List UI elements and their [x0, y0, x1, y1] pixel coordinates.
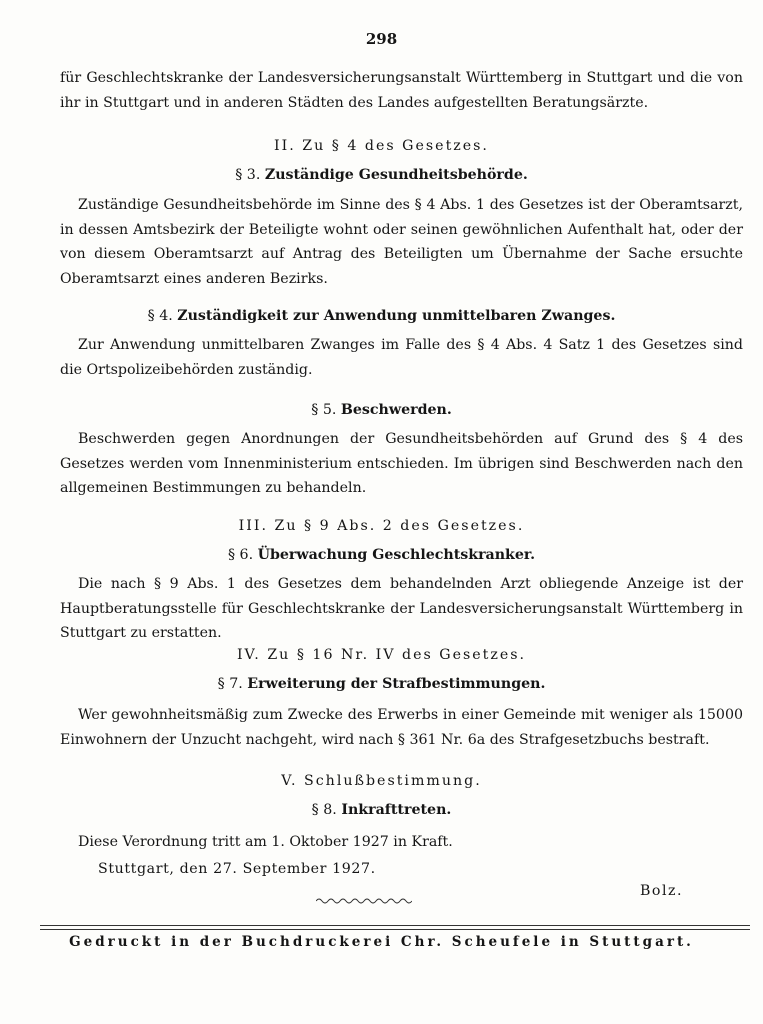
section-title: Zuständigkeit zur Anwendung unmittelbaren Zwanges.: [177, 308, 616, 324]
section-heading-6: [0, 545, 763, 565]
section-number: § 3.: [235, 167, 261, 183]
section-number: § 5.: [311, 402, 337, 418]
page-number: 298: [365, 30, 398, 48]
part-heading-iv: IV. Zu § 16 Nr. IV des Gesetzes.: [236, 647, 527, 663]
section-number: § 8.: [311, 802, 337, 818]
section-4-paragraph: Zur Anwendung unmittelbaren Zwanges im Falle des § 4 Abs. 4 Satz 1 des Gesetzes sind die Ortspolizeibehörden zuständig.: [60, 337, 743, 378]
section-heading-4: [0, 306, 763, 326]
section-8-paragraph: Diese Verordnung tritt am 1. Oktober 1927 in Kraft.: [78, 834, 453, 850]
section-heading-5: [0, 400, 763, 420]
footer-rule-top: [40, 925, 750, 926]
section-title: Beschwerden.: [340, 402, 452, 418]
part-heading-iii: III. Zu § 9 Abs. 2 des Gesetzes.: [238, 518, 525, 534]
ornament-squiggle: [316, 896, 412, 906]
section-title: Erweiterung der Strafbestimmungen.: [247, 676, 546, 692]
footer-rule-bottom: [40, 929, 750, 930]
section-number: § 7.: [217, 676, 243, 692]
printer-imprint: Gedruckt in der Buchdruckerei Chr. Scheufele in Stuttgart.: [69, 934, 694, 950]
part-heading-v: V. Schlußbestimmung.: [281, 773, 482, 789]
section-title: Inkrafttreten.: [341, 802, 452, 818]
section-number: § 4.: [147, 308, 173, 324]
section-6-paragraph: Die nach § 9 Abs. 1 des Gesetzes dem behandelnden Arzt obliegende Anzeige ist der Hauptberatungsstelle für Geschlechtskranke der Landesversicherungsanstalt Württemberg in Stuttgart zu erstatten.: [60, 576, 743, 642]
section-5-paragraph: Beschwerden gegen Anordnungen der Gesundheitsbehörden auf Grund des § 4 des Gesetzes werden vom Innenministerium entschieden. Im übrigen sind Beschwerden nach den allgemeinen Bestimmungen zu behandeln.: [60, 431, 743, 497]
section-heading-7: [0, 674, 763, 694]
intro-paragraph: für Geschlechtskranke der Landesversicherungsanstalt Württemberg in Stuttgart und die von ihr in Stuttgart und in anderen Städten des Landes aufgestellten Beratungsärzte.: [60, 70, 743, 111]
section-heading-8: [0, 800, 763, 820]
section-heading-3: [0, 165, 763, 185]
signature: Bolz.: [640, 883, 683, 899]
section-number: § 6.: [227, 547, 254, 563]
section-7-paragraph: Wer gewohnheitsmäßig zum Zwecke des Erwerbs in einer Gemeinde mit weniger als 15000 Einwohnern der Unzucht nachgeht, wird nach § 361 Nr. 6a des Strafgesetzbuchs bestraft.: [60, 707, 743, 748]
section-title: Überwachung Geschlechtskranker.: [257, 547, 536, 563]
section-title: Zuständige Gesundheitsbehörde.: [264, 167, 528, 183]
section-3-paragraph: Zuständige Gesundheitsbehörde im Sinne des § 4 Abs. 1 des Gesetzes ist der Oberamtsarzt, in dessen Amtsbezirk der Beteiligte wohnt oder seinen gewöhnlichen Aufenthalt hat, oder der von diesem Oberamtsarzt auf Antrag des Beteiligten um Übernahme der Sache ersuchte Oberamtsarzt eines anderen Bezirks.: [60, 197, 743, 287]
place-date: Stuttgart, den 27. September 1927.: [98, 861, 376, 877]
part-heading-ii: II. Zu § 4 des Gesetzes.: [274, 138, 489, 154]
